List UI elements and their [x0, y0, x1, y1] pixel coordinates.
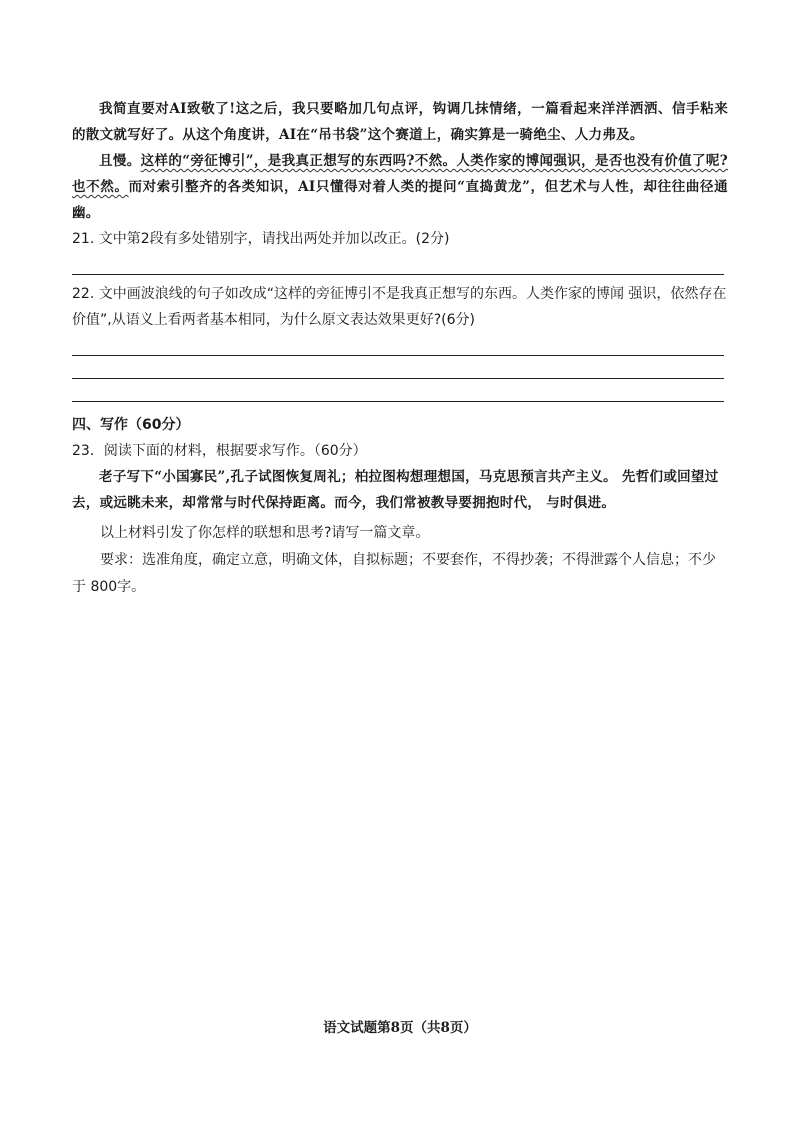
paragraph-2-start: 且慢。 — [99, 153, 141, 169]
question-22: 22. 文中画波浪线的句子如改成“这样的旁征博引不是我真正想写的东西。人类作家的博闻 强识，依然存在价值”,从语义上看两者基本相同，为什么原文表达效果更好?(6分) — [72, 286, 727, 328]
page-content — [72, 96, 728, 601]
paragraph-1: 我简直要对AI致敬了!这之后，我只要略加几句点评，钩调几抹情绪，一篇看起来洋洋洒洒、信手粘来的散文就写好了。从这个角度讲，AI在“吊书袋”这个赛道上，确实算是一骑绝尘、人力弗及。 — [72, 101, 728, 143]
wavy-underlined-sentence: 这样的“旁征博引”，是我真正想写的东西吗?不然。人类作家的博闻强识，是否也没有价值了呢?也不然。 — [72, 153, 728, 195]
question-23: 23．阅读下面的材料，根据要求写作。（60分） — [72, 443, 367, 459]
writing-prompt: 以上材料引发了你怎样的联想和思考?请写一篇文章。 — [100, 525, 430, 541]
question-21: 21. 文中第2段有多处错别字，请找出两处并加以改正。(2分) — [72, 231, 450, 247]
writing-requirements: 要求：选准角度，确定立意，明确文体，自拟标题；不要套作，不得抄袭；不得泄露个人信息；不少于 800字。 — [72, 552, 716, 595]
page-footer: 语文试题第8页（共8页） — [323, 1020, 477, 1036]
paragraph-2-end: 而对索引整齐的各类知识，AI只懂得对着人类的提问“直捣黄龙”，但艺术与人性，却往往曲径通幽。 — [72, 179, 728, 221]
writing-material: 老子写下“小国寡民”,孔子试图恢复周礼；柏拉图构想理想国，马克思预言共产主义。 先哲们或回望过去，或远眺未来，却常常与时代保持距离。而今，我们常被教导要拥抱时代， 与时俱进。 — [72, 469, 719, 511]
answer-line-22-2 — [72, 356, 724, 379]
paragraph-2 — [72, 148, 728, 226]
answer-line-21 — [72, 252, 724, 275]
section-title-writing: 四、写作（60分） — [72, 417, 190, 433]
answer-line-22-1 — [72, 333, 724, 356]
answer-line-22-3 — [72, 379, 724, 402]
